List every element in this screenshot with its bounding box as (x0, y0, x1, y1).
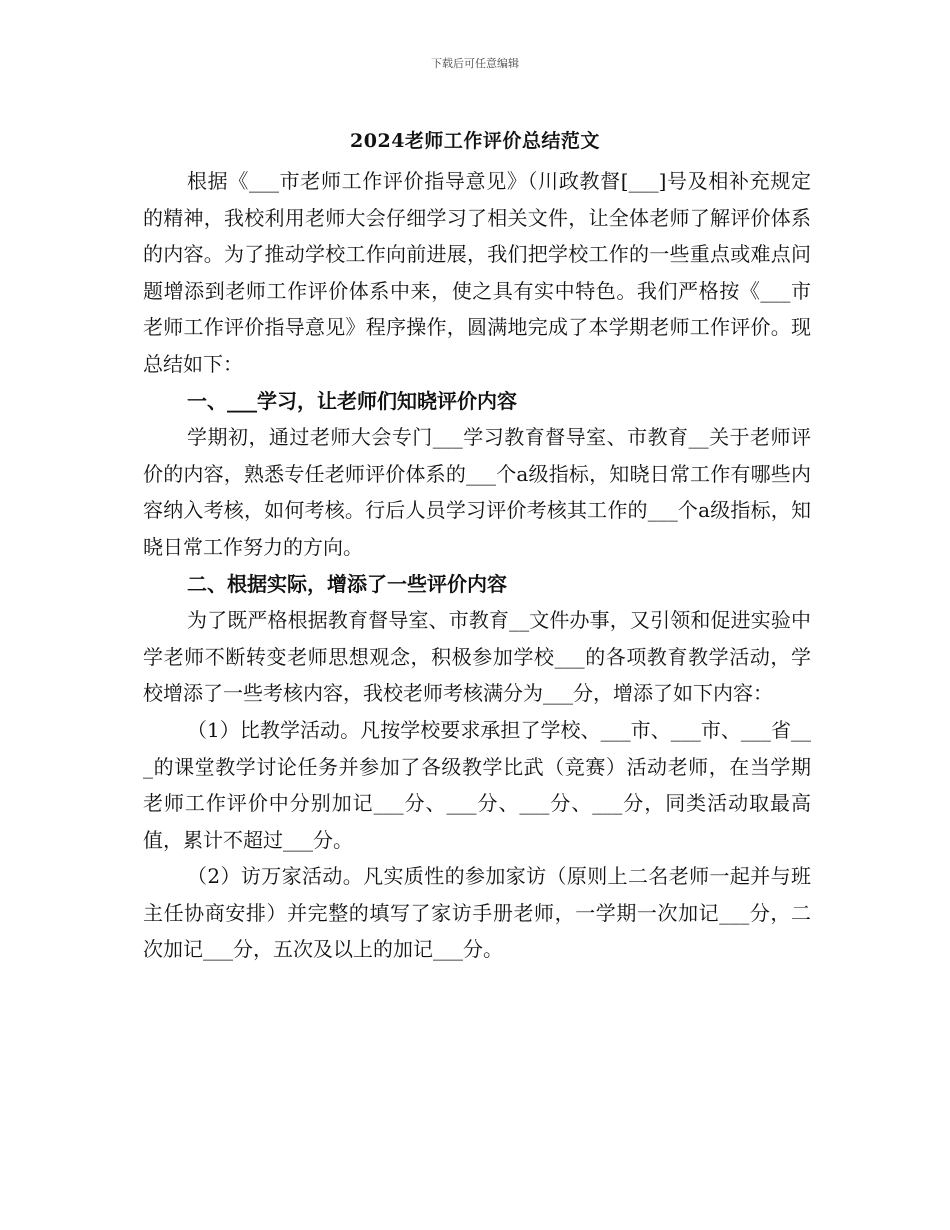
section-1-paragraph: 学期初，通过老师大会专门___学习教育督导室、市教育__关于老师评价的内容，熟悉专任老师评价体系的___个a级指标，知晓日常工作有哪些内容纳入考核，如何考核。行后人员学习评价考核其工作的___个a级指标，知晓日常工作努力的方向。 (143, 425, 811, 559)
item-1-paragraph: （1）比教学活动。凡按学校要求承担了学校、___市、___市、___省___的课堂教学讨论任务并参加了各级教学比武（竞赛）活动老师，在当学期老师工作评价中分别加记___分、___分、___分、___分，同类活动取最高值，累计不超过___分。 (143, 717, 811, 852)
item-2-paragraph: （2）访万家活动。凡实质性的参加家访（原则上二名老师一起并与班主任协商安排）并完整的填写了家访手册老师，一学期一次加记___分，二次加记___分，五次及以上的加记___分。 (143, 864, 811, 962)
section-heading-1: 一、___学习，让老师们知晓评价内容 (187, 388, 517, 413)
intro-paragraph: 根据《___市老师工作评价指导意见》（川政教督[___]号及相补充规定的精神，我校利用老师大会仔细学习了相关文件，让全体老师了解评价体系的内容。为了推动学校工作向前进展，我们把学校工作的一些重点或难点问题增添到老师工作评价体系中来，使之具有实中特色。我们严格按《___市老师工作评价指导意见》程序操作，圆满地完成了本学期老师工作评价。现总结如下： (143, 169, 811, 376)
page-header-note: 下载后可任意编辑 (431, 57, 519, 70)
document-title: 2024老师工作评价总结范文 (350, 130, 600, 152)
section-heading-2: 二、根据实际，增添了一些评价内容 (187, 571, 507, 596)
section-2-paragraph: 为了既严格根据教育督导室、市教育__文件办事，又引领和促进实验中学老师不断转变老师思想观念，积极参加学校___的各项教育教学活动，学校增添了一些考核内容，我校老师考核满分为___分，增添了如下内容： (143, 608, 811, 706)
document-body (143, 163, 811, 968)
